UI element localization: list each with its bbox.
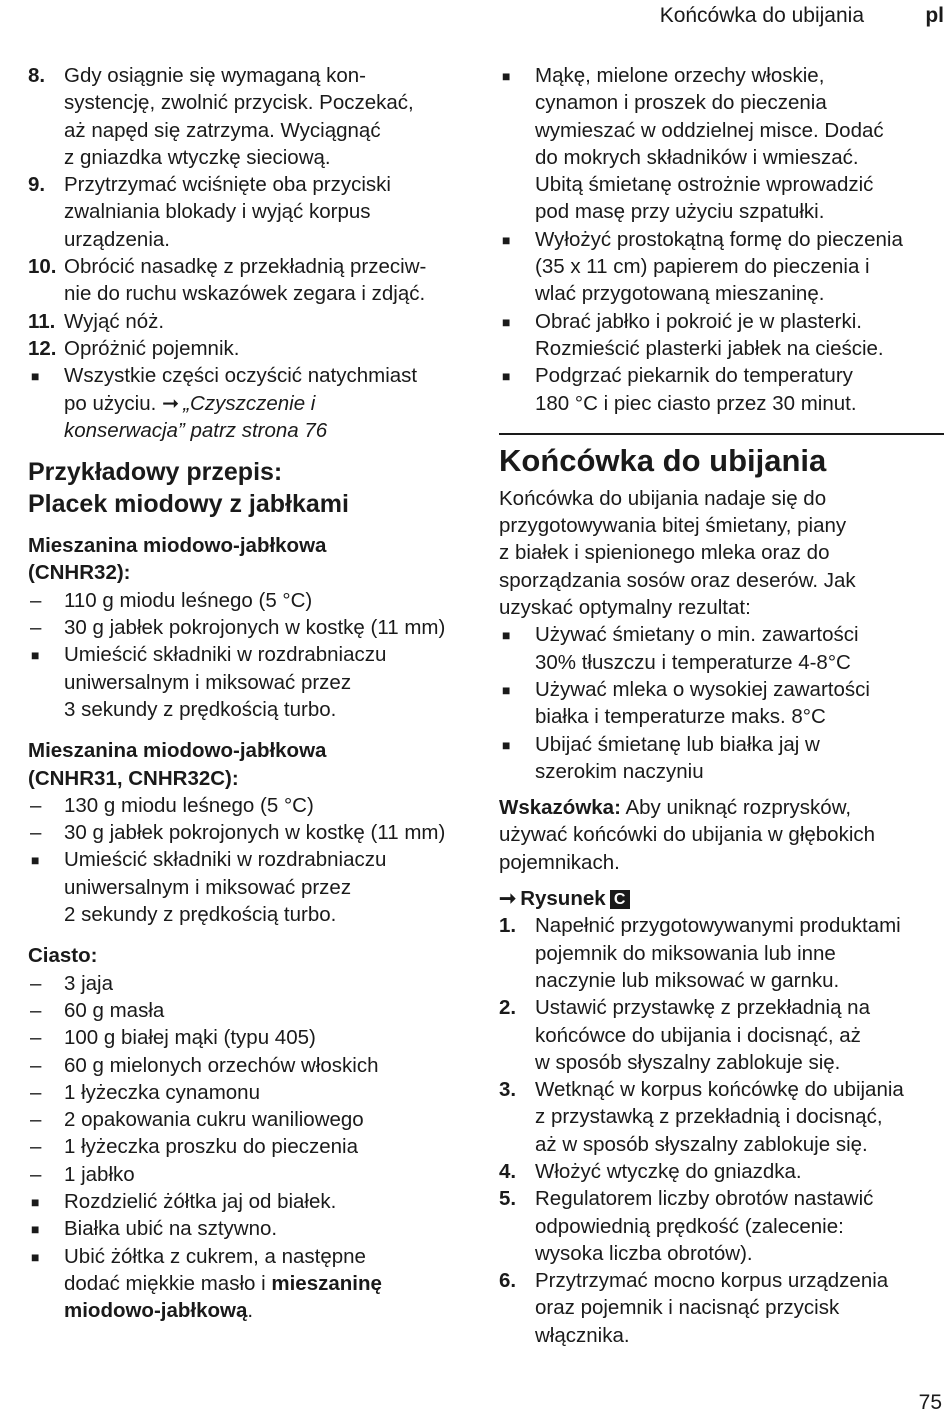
ingredient-text: 1 łyżeczka cynamonu [64, 1080, 260, 1104]
bullet-icon: ■ [31, 1193, 40, 1210]
step-2 [499, 994, 944, 1076]
ingredient-item [28, 997, 478, 1024]
instruction-text: Mąkę, mielone orzechy włoskie, cynamon i proszek do pieczenia wymieszać w oddzielnej misce. Dodać do mokrych składników i wmieszać. Ubitą śmietanę ostrożnie wprowadzić pod masę przy użyciu szpatułki. [535, 64, 884, 224]
instruction-item [499, 308, 944, 363]
instruction-text: Wyłożyć prostokątną formę do pieczenia (35 x 11 cm) papierem do pieczenia i wlać przygotowaną mieszaninę. [535, 227, 903, 306]
section-heading: Końcówka do ubijania [499, 433, 944, 481]
step-number: 1. [499, 914, 517, 938]
ingredient-text: 60 g masła [64, 998, 165, 1022]
dash-marker: – [30, 1026, 42, 1050]
arrow-right-icon: ➞ [499, 887, 517, 911]
instruction-text: Rozdzielić żółtka jaj od białek. [64, 1189, 337, 1213]
ingredient-text: 60 g mielonych orzechów włoskich [64, 1053, 379, 1077]
step-text: Regulatorem liczby obrotów nastawić odpowiednią prędkość (zalecenie: wysoka liczba obrotów). [535, 1187, 874, 1265]
instruction-bold-text: mieszaninę miodowo-jabłkową [64, 1271, 382, 1323]
instruction-text: Ubić żółtka z cukrem, a następne dodać miękkie masło i [64, 1244, 366, 1295]
step-text: Ustawić przystawkę z przekładnią na końcówce do ubijania i docisnąć, aż w sposób słyszalny zablokuje się. [535, 996, 870, 1074]
step-text: Obrócić nasadkę z przekładnią przeciw- nie do ruchu wskazówek zegara i zdjąć. [64, 255, 427, 306]
bullet-icon: ■ [502, 68, 511, 84]
hint-label: Wskazówka: [499, 796, 621, 820]
cleaning-note [28, 362, 478, 444]
tip-item [499, 731, 944, 786]
ingredient-item [28, 1133, 478, 1160]
ingredient-text: 3 jaja [64, 971, 114, 995]
step-number: 9. [28, 173, 46, 197]
ingredient-text: 1 łyżeczka proszku do pieczenia [64, 1135, 358, 1159]
tip-item [499, 676, 944, 731]
dash-marker: – [30, 971, 42, 995]
instruction-text: Podgrzać piekarnik do temperatury 180 °C i piec ciasto przez 30 minut. [535, 364, 857, 415]
dash-marker: – [30, 1162, 42, 1186]
step-8 [28, 62, 478, 171]
ingredient-text: 110 g miodu leśnego (5 °C) [64, 588, 313, 612]
instruction-text: Umieścić składniki w rozdrabniaczu uniwersalnym i miksować przez 2 sekundy z prędkością turbo. [64, 848, 387, 927]
dash-marker: – [30, 588, 42, 612]
hint-text: Aby uniknąć rozprysków, używać końcówki do ubijania w głębokich pojemnikach. [499, 796, 876, 874]
dash-marker: – [30, 1135, 42, 1159]
right-column [499, 62, 944, 1349]
tip-text: Ubijać śmietanę lub białka jaj w szerokim naczyniu [535, 732, 820, 783]
step-number: 4. [499, 1159, 517, 1183]
ingredient-item [28, 1161, 478, 1188]
recipe-title: Przykładowy przepis: Placek miodowy z jabłkami [28, 458, 349, 519]
mix2-title: Mieszanina miodowo-jabłkowa (CNHR31, CNHR32C): [28, 739, 327, 790]
step-text: Wyjąć nóż. [64, 309, 165, 333]
ingredient-item [28, 587, 478, 614]
cleaning-note-text: Wszystkie części oczyścić natychmiast po użyciu. [64, 364, 418, 415]
dash-marker: – [30, 821, 42, 845]
step-number: 12. [28, 336, 57, 360]
step-11 [28, 308, 478, 335]
instruction-text: Białka ubić na sztywno. [64, 1217, 278, 1241]
bullet-icon: ■ [502, 736, 511, 753]
ingredient-item [28, 614, 478, 641]
step-text: Włożyć wtyczkę do gniazdka. [535, 1159, 802, 1183]
instruction-item [28, 1243, 478, 1325]
step-number: 6. [499, 1269, 517, 1293]
page-number: 75 [918, 1391, 942, 1414]
instruction-text: Obrać jabłko i pokroić je w plasterki. Rozmieścić plasterki jabłek na cieście. [535, 309, 884, 360]
step-number: 11. [28, 309, 56, 333]
ingredient-text: 30 g jabłek pokrojonych w kostkę (11 mm) [64, 821, 446, 845]
step-text: Przytrzymać mocno korpus urządzenia oraz pojemnik i nacisnąć przycisk włącznika. [535, 1269, 889, 1347]
bullet-icon: ■ [31, 852, 40, 869]
dash-marker: – [30, 1108, 42, 1132]
bullet-icon: ■ [502, 627, 511, 644]
arrow-right-icon: ➞ [162, 391, 180, 415]
tip-text: Używać mleka o wysokiej zawartości białka i temperaturze maks. 8°C [535, 677, 870, 729]
step-text: Opróżnić pojemnik. [64, 336, 240, 360]
step-number: 3. [499, 1078, 517, 1102]
dash-marker: – [30, 616, 42, 640]
ingredient-item [28, 819, 478, 846]
mix1-title: Mieszanina miodowo-jabłkowa (CNHR32): [28, 534, 327, 585]
step-text: Gdy osiągnie się wymaganą kon- systencję, zwolnić przycisk. Poczekać, aż napęd się zatrzyma. Wyciągnąć z gniazdka wtyczkę sieciową. [64, 64, 414, 169]
left-column [28, 62, 478, 1324]
tip-item [499, 621, 944, 676]
bullet-icon: ■ [31, 1248, 40, 1265]
instruction-text: Umieścić składniki w rozdrabniaczu uniwersalnym i miksować przez 3 sekundy z prędkością turbo. [64, 643, 387, 721]
tip-text: Używać śmietany o min. zawartości 30% tłuszczu i temperaturze 4-8°C [535, 623, 859, 674]
step-3 [499, 1076, 944, 1158]
bullet-icon: ■ [31, 1221, 40, 1238]
ingredient-item [28, 1024, 478, 1051]
language-code: pl [925, 4, 944, 27]
bullet-icon: ■ [502, 313, 511, 330]
figure-reference [499, 885, 944, 912]
step-10 [28, 253, 478, 308]
dash-marker: – [30, 1080, 42, 1104]
step-4 [499, 1158, 944, 1185]
ingredient-item [28, 1052, 478, 1079]
instruction-item [28, 1215, 478, 1242]
ingredient-item [28, 1106, 478, 1133]
hint-paragraph [499, 794, 944, 876]
bullet-icon: ■ [31, 368, 40, 385]
step-text: Przytrzymać wciśnięte oba przyciski zwalniania blokady i wyjąć korpus urządzenia. [64, 173, 391, 251]
dash-marker: – [30, 1053, 42, 1077]
cross-reference-link[interactable]: „Czyszczenie i konserwacja” patrz strona 76 [64, 391, 328, 442]
ingredient-text: 100 g białej mąki (typu 405) [64, 1026, 316, 1050]
ingredient-item [28, 970, 478, 997]
ingredient-text: 1 jabłko [64, 1162, 135, 1186]
intro-paragraph: Końcówka do ubijania nadaje się do przygotowywania bitej śmietany, piany z białek i spienionego mleka oraz do sporządzania sosów oraz deserów. Jak uzyskać optymalny rezultat: [499, 486, 856, 620]
step-6 [499, 1267, 944, 1349]
figure-c-badge: C [610, 890, 630, 909]
instruction-item [28, 846, 478, 928]
step-text: Wetknąć w korpus końcówkę do ubijania z przystawką z przekładnią i docisnąć, aż w sposób słyszalny zablokuje się. [535, 1078, 904, 1156]
step-12 [28, 335, 478, 362]
ingredient-text: 30 g jabłek pokrojonych w kostkę (11 mm) [64, 616, 446, 640]
bullet-icon: ■ [502, 231, 511, 248]
instruction-item [28, 1188, 478, 1215]
instruction-end: . [247, 1299, 254, 1323]
step-number: 5. [499, 1187, 517, 1211]
ingredient-text: 130 g miodu leśnego (5 °C) [64, 793, 314, 817]
step-text: Napełnić przygotowywanymi produktami pojemnik do miksowania lub inne naczynie lub miksować w garnku. [535, 914, 901, 992]
step-9 [28, 171, 478, 253]
dash-marker: – [30, 793, 42, 817]
step-1 [499, 912, 944, 994]
step-5 [499, 1185, 944, 1267]
bullet-icon: ■ [502, 368, 511, 385]
step-number: 10. [28, 255, 57, 279]
instruction-item [499, 226, 944, 308]
dough-title: Ciasto: [28, 944, 98, 968]
step-number: 8. [28, 64, 46, 87]
instruction-item [28, 641, 478, 723]
instruction-item [499, 62, 944, 226]
bullet-icon: ■ [502, 681, 511, 698]
instruction-item [499, 362, 944, 417]
ingredient-text: 2 opakowania cukru waniliowego [64, 1108, 364, 1132]
ingredient-item [28, 792, 478, 819]
dash-marker: – [30, 998, 42, 1022]
bullet-icon: ■ [31, 647, 40, 664]
figure-label: Rysunek [520, 887, 606, 911]
header-title: Końcówka do ubijania [659, 4, 864, 27]
ingredient-item [28, 1079, 478, 1106]
step-number: 2. [499, 996, 517, 1020]
